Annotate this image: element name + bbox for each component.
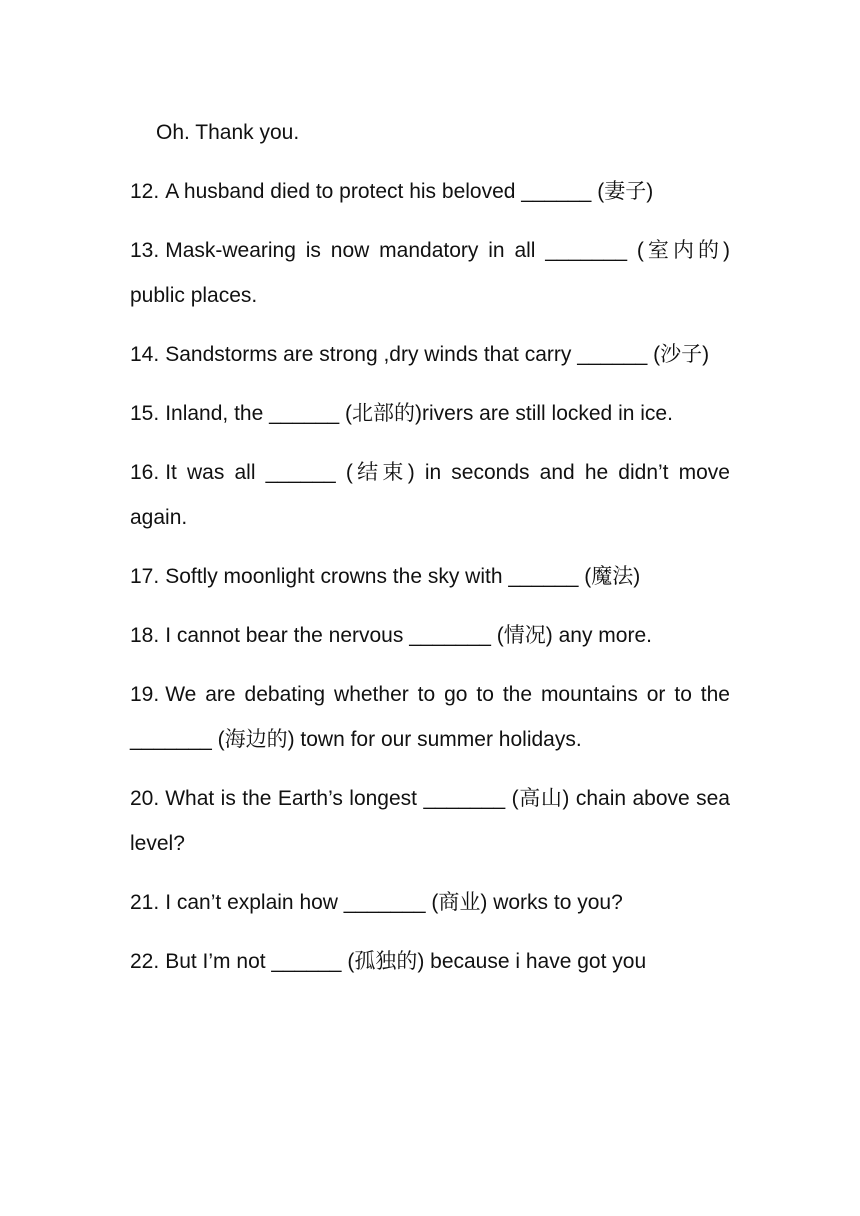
item-number: 18. xyxy=(130,624,160,647)
item-number: 14. xyxy=(130,343,160,366)
exercise-item-13 xyxy=(130,228,730,318)
item-number: 15. xyxy=(130,402,160,425)
item-number: 13. xyxy=(130,239,160,262)
item-text: Sandstorms are strong ,dry winds that carry ______ (沙子) xyxy=(165,343,710,366)
item-text: Softly moonlight crowns the sky with ______ (魔法) xyxy=(165,565,641,588)
item-text: It was all ______ (结束) in seconds and he didn’t move again. xyxy=(130,461,730,529)
item-text: I can’t explain how _______ (商业) works to you? xyxy=(165,891,623,914)
item-number: 19. xyxy=(130,683,160,706)
exercise-item-20 xyxy=(130,776,730,866)
item-text: A husband died to protect his beloved ______ (妻子) xyxy=(165,180,654,203)
item-text: We are debating whether to go to the mountains or to the _______ (海边的) town for our summer holidays. xyxy=(130,683,730,751)
exercise-item-22 xyxy=(130,939,730,984)
item-number: 21. xyxy=(130,891,160,914)
item-number: 22. xyxy=(130,950,160,973)
exercise-item-18 xyxy=(130,613,730,658)
exercise-item-12 xyxy=(130,169,730,214)
exercise-item-21 xyxy=(130,880,730,925)
item-text: What is the Earth’s longest _______ (高山) chain above sea level? xyxy=(130,787,730,855)
item-text: But I’m not ______ (孤独的) because i have got you xyxy=(165,950,647,973)
exercise-list xyxy=(130,110,730,998)
item-number: 16. xyxy=(130,461,160,484)
exercise-item-16 xyxy=(130,450,730,540)
intro-line: Oh. Thank you. xyxy=(156,121,300,144)
exercise-item-17 xyxy=(130,554,730,599)
exercise-item-14 xyxy=(130,332,730,377)
item-text: Mask-wearing is now mandatory in all _______ (室内的) public places. xyxy=(130,239,730,307)
item-text: Inland, the ______ (北部的)rivers are still locked in ice. xyxy=(165,402,673,425)
exercise-item-19 xyxy=(130,672,730,762)
item-number: 12. xyxy=(130,180,160,203)
item-number: 20. xyxy=(130,787,160,810)
item-text: I cannot bear the nervous _______ (情况) any more. xyxy=(165,624,652,647)
item-number: 17. xyxy=(130,565,160,588)
exercise-item-15 xyxy=(130,391,730,436)
